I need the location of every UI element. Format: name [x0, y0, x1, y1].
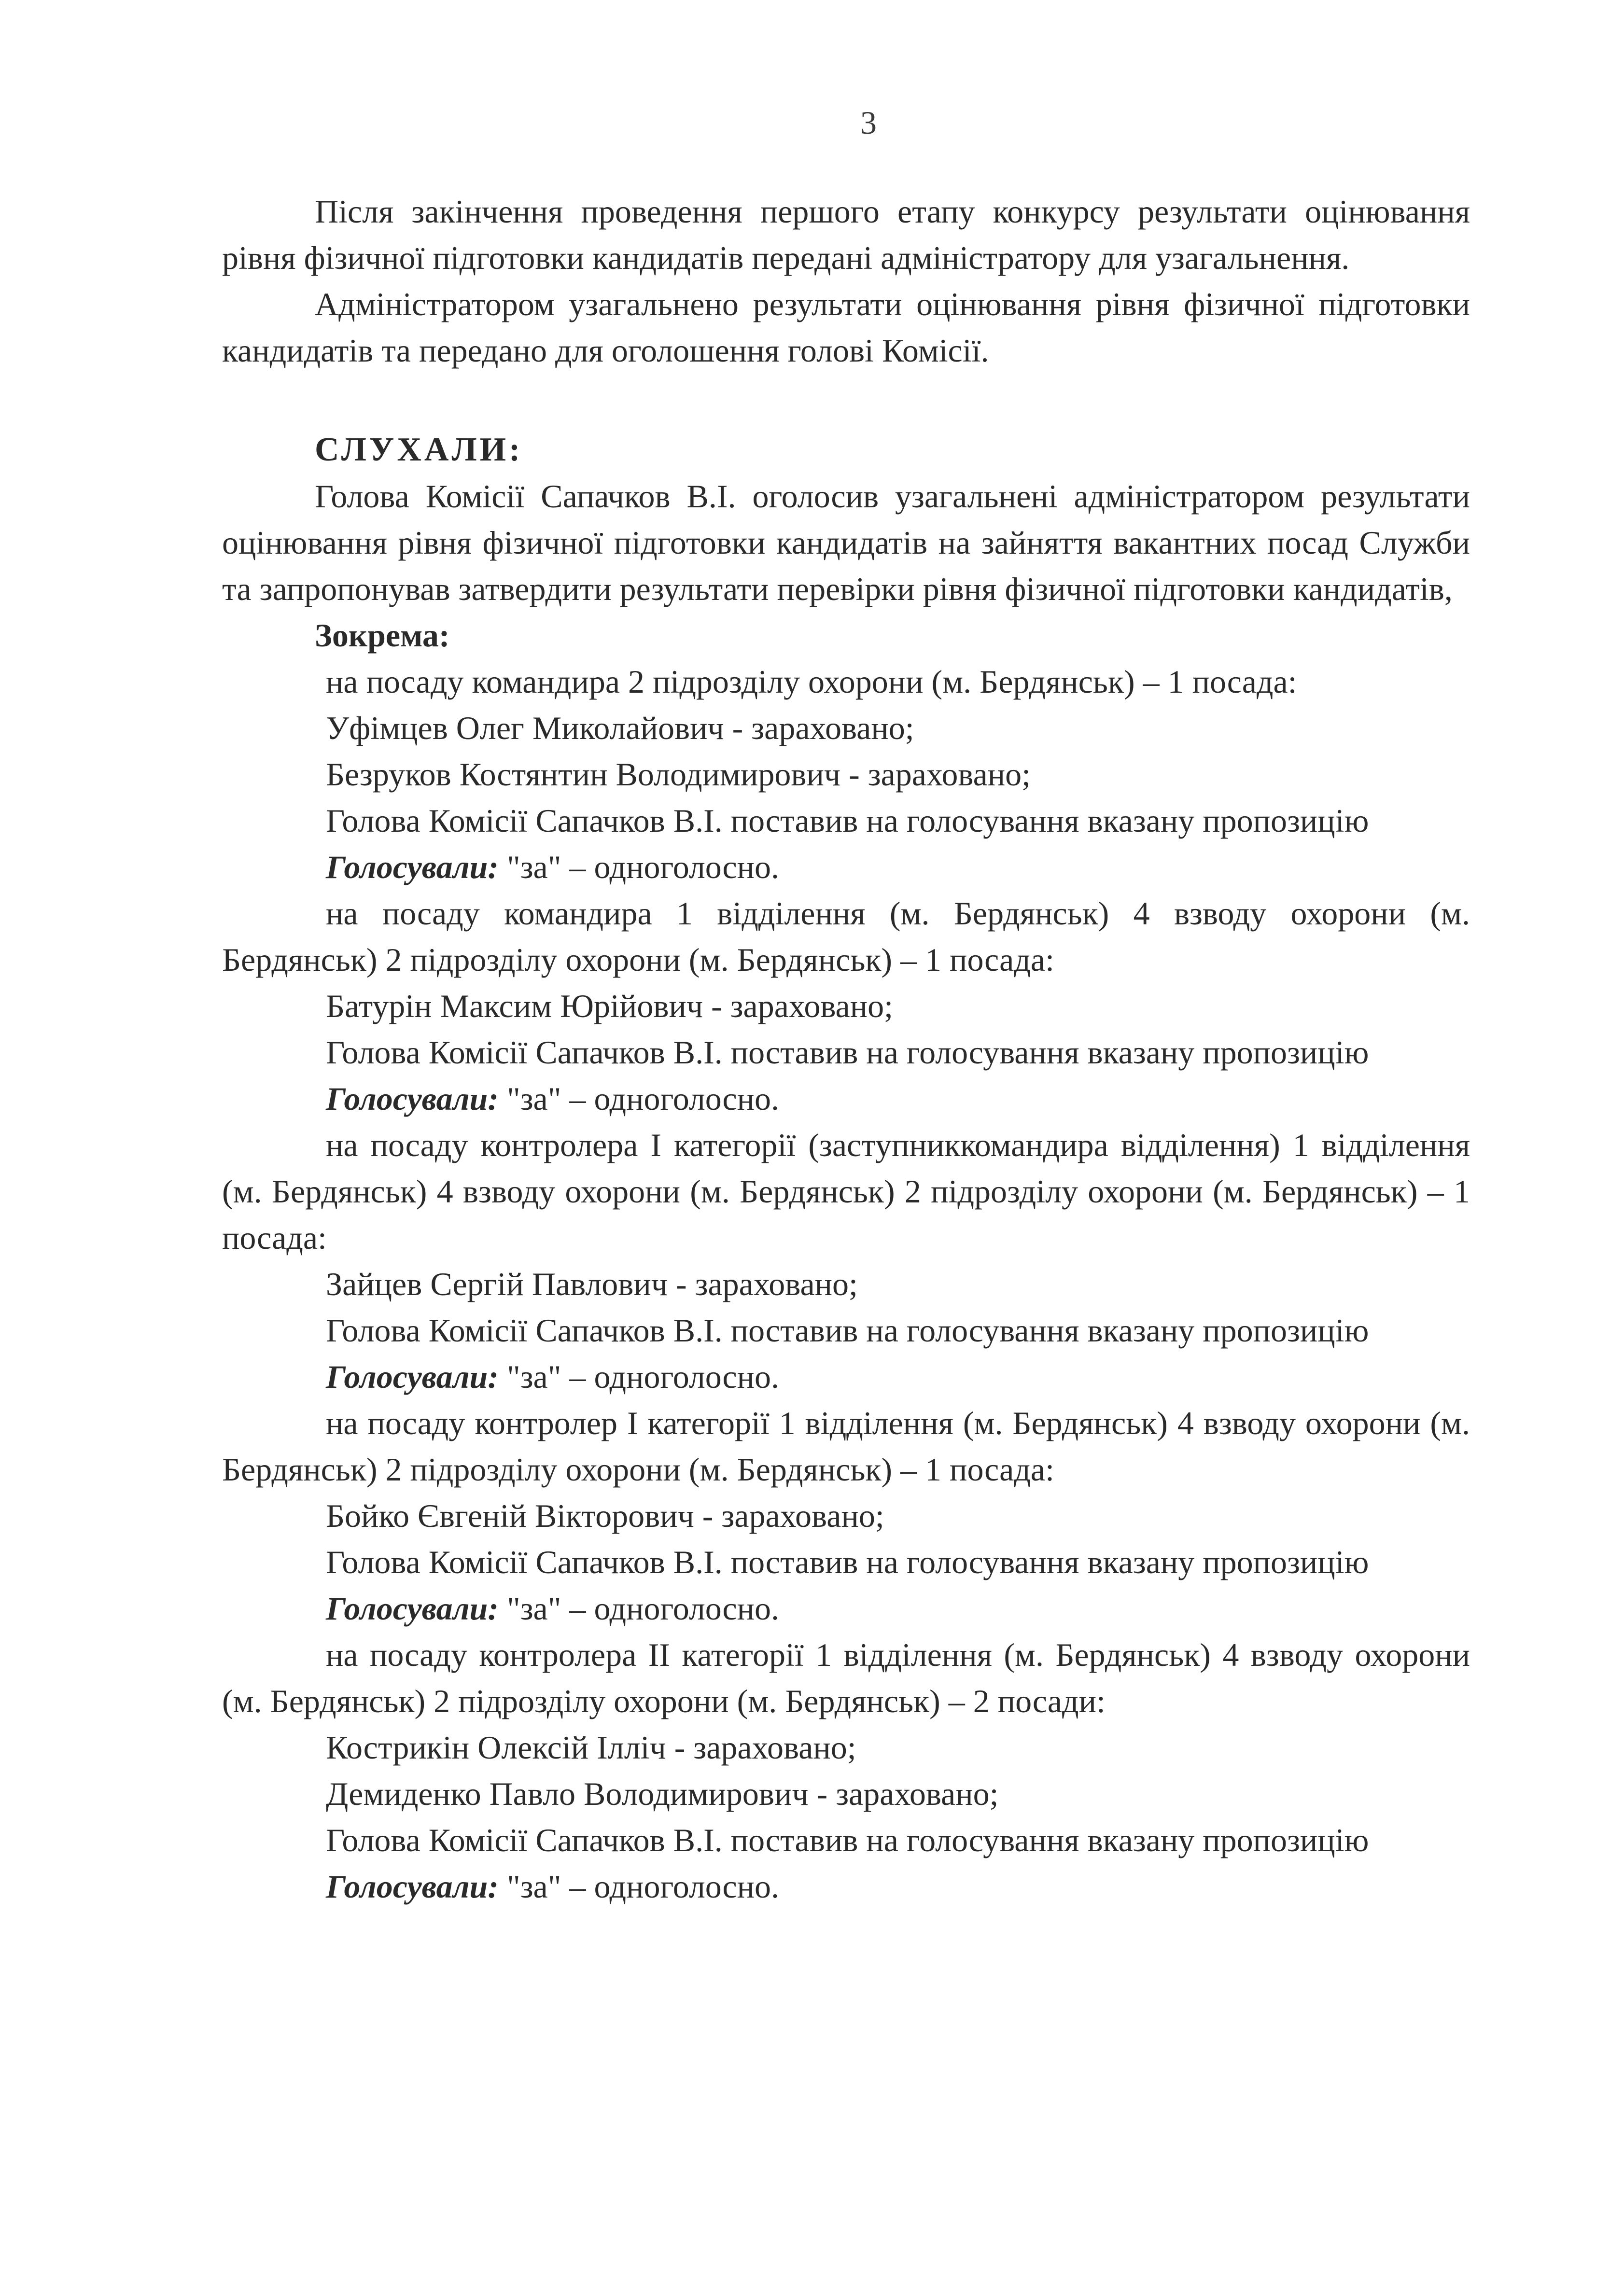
- vote-result: "за" – одноголосно.: [498, 1080, 780, 1117]
- heard-paragraph: Голова Комісії Сапачков В.І. оголосив узагальнені адміністратором результати оцінювання рівня фізичної підготовки кандидатів на зайняття вакантних посад Служби та запропонував затвердити результати перевірки рівня фізичної підготовки кандидатів,: [222, 478, 1470, 607]
- candidate-entry: Безруков Костянтин Володимирович - зараховано;: [326, 756, 1031, 793]
- position-block: [222, 1400, 1470, 1632]
- vote-label: Голосували:: [326, 849, 499, 885]
- vote-label: Голосували:: [326, 1080, 499, 1117]
- vote-result: "за" – одноголосно.: [498, 849, 780, 885]
- candidate-entry: Кострикін Олексій Ілліч - зараховано;: [326, 1729, 856, 1766]
- candidate-entry: Зайцев Сергій Павлович - зараховано;: [326, 1266, 858, 1302]
- position-block: [222, 890, 1470, 1122]
- heard-heading: СЛУХАЛИ:: [315, 431, 523, 468]
- document-body: [222, 188, 1470, 1910]
- position-block: [222, 1122, 1470, 1400]
- vote-label: Голосували:: [326, 1590, 499, 1627]
- vote-line: [222, 844, 1470, 890]
- position-title: на посаду командира 2 підрозділу охорони (м. Бердянськ) – 1 посада:: [326, 663, 1297, 700]
- intro-paragraph-1: Після закінчення проведення першого етапу конкурсу результати оцінювання рівня фізичної підготовки кандидатів передані адміністратору для узагальнення.: [222, 193, 1470, 276]
- vote-proposal: Голова Комісії Сапачков В.І. поставив на голосування вказану пропозицію: [326, 1312, 1369, 1349]
- candidate-entry: Демиденко Павло Володимирович - зараховано;: [326, 1775, 999, 1812]
- vote-line: [222, 1863, 1470, 1910]
- vote-proposal: Голова Комісії Сапачков В.І. поставив на голосування вказану пропозицію: [326, 1034, 1369, 1071]
- vote-label: Голосували:: [326, 1358, 499, 1395]
- intro-paragraph-2: Адміністратором узагальнено результати оцінювання рівня фізичної підготовки кандидатів та передано для оголошення голові Комісії.: [222, 286, 1470, 369]
- candidate-entry: Уфімцев Олег Миколайович - зараховано;: [326, 710, 914, 746]
- details-subheading: Зокрема:: [315, 617, 450, 654]
- vote-proposal: Голова Комісії Сапачков В.І. поставив на голосування вказану пропозицію: [326, 1822, 1369, 1858]
- vote-result: "за" – одноголосно.: [498, 1590, 780, 1627]
- position-title: на посаду контролер I категорії 1 відділення (м. Бердянськ) 4 взводу охорони (м. Бердянськ) 2 підрозділу охорони (м. Бердянськ) – 1 посада:: [222, 1405, 1470, 1488]
- vote-line: [222, 1354, 1470, 1400]
- position-title: на посаду командира 1 відділення (м. Бердянськ) 4 взводу охорони (м. Бердянськ) 2 підрозділу охорони (м. Бердянськ) – 1 посада:: [222, 895, 1470, 978]
- position-block: [222, 658, 1470, 890]
- page-number: 3: [860, 104, 877, 141]
- vote-line: [222, 1075, 1470, 1122]
- vote-result: "за" – одноголосно.: [498, 1358, 780, 1395]
- candidate-entry: Бойко Євгеній Вікторович - зараховано;: [326, 1497, 884, 1534]
- vote-line: [222, 1585, 1470, 1632]
- vote-proposal: Голова Комісії Сапачков В.І. поставив на голосування вказану пропозицію: [326, 1544, 1369, 1580]
- vote-proposal: Голова Комісії Сапачков В.І. поставив на голосування вказану пропозицію: [326, 802, 1369, 839]
- vote-result: "за" – одноголосно.: [498, 1868, 780, 1905]
- position-title: на посаду контролера I категорії (заступниккомандира відділення) 1 відділення (м. Бердянськ) 4 взводу охорони (м. Бердянськ) 2 підрозділу охорони (м. Бердянськ) – 1 посада:: [222, 1127, 1470, 1256]
- candidate-entry: Батурін Максим Юрійович - зараховано;: [326, 988, 893, 1024]
- vote-label: Голосували:: [326, 1868, 499, 1905]
- position-title: на посаду контролера II категорії 1 відділення (м. Бердянськ) 4 взводу охорони (м. Бердянськ) 2 підрозділу охорони (м. Бердянськ) – 2 посади:: [222, 1636, 1470, 1719]
- position-block: [222, 1632, 1470, 1910]
